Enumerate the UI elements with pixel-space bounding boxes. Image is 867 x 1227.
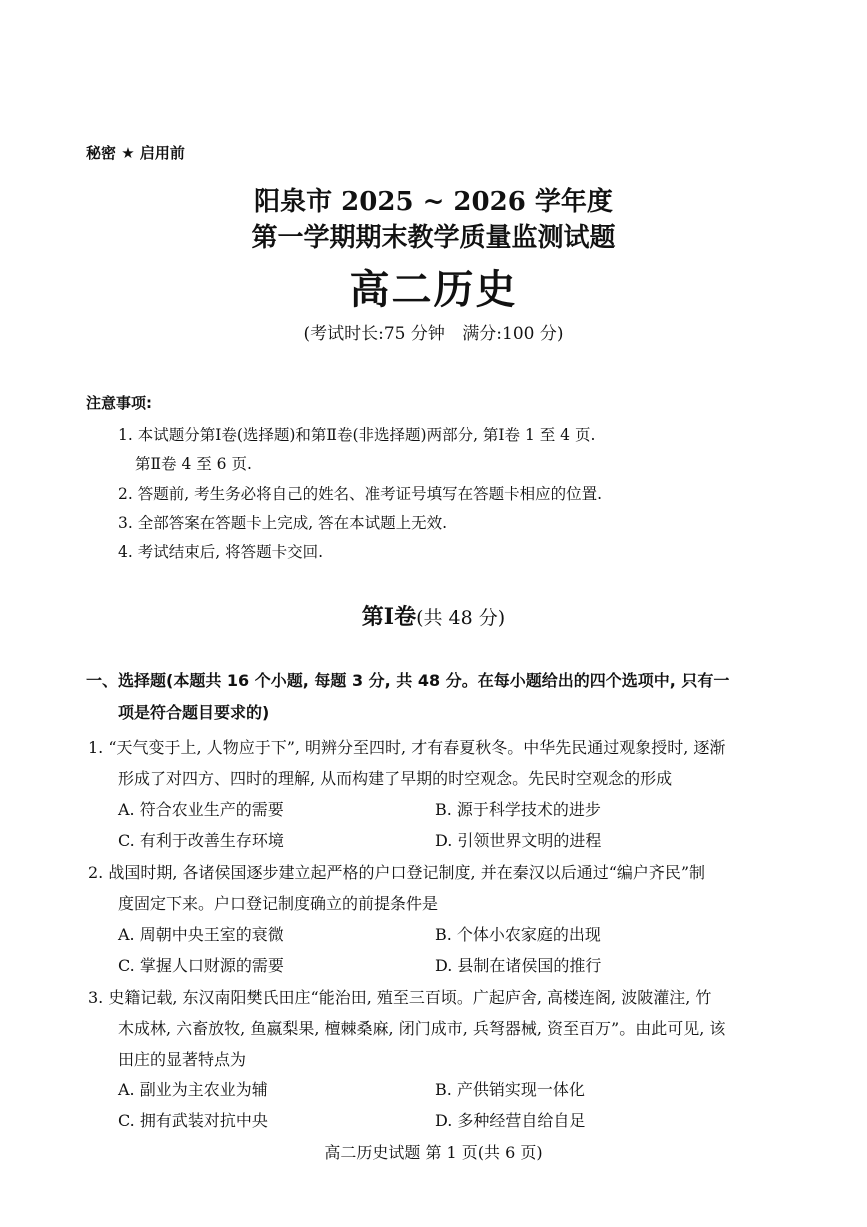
question-3-stem-continued: 木成林, 六畜放牧, 鱼嬴梨果, 檀棘桑麻, 闭门成市, 兵弩器械, 资至百万”。由此可见, 该 <box>118 1019 726 1038</box>
question-3-stem-end: 田庄的显著特点为 <box>118 1050 247 1069</box>
confidential-label: 秘密 ★ 启用前 <box>86 144 185 162</box>
question-3-option-c: C. 拥有武装对抗中央 <box>118 1111 268 1130</box>
question-3-option-a: A. 副业为主农业为辅 <box>118 1080 268 1099</box>
question-3-option-b: B. 产供销实现一体化 <box>435 1080 585 1099</box>
title-line-2: 第一学期期末教学质量监测试题 <box>251 223 616 253</box>
question-2-option-b: B. 个体小农家庭的出现 <box>435 925 601 944</box>
notice-item-4: 4. 考试结束后, 将答题卡交回. <box>118 543 323 561</box>
question-1-option-b: B. 源于科学技术的进步 <box>435 800 601 819</box>
full-score: 满分:100 分) <box>462 324 564 344</box>
notice-item-2: 2. 答题前, 考生务必将自己的姓名、准考证号填写在答题卡相应的位置. <box>118 485 602 503</box>
question-2-option-c: C. 掌握人口财源的需要 <box>118 956 284 975</box>
question-1-stem: 1. “天气变于上, 人物应于下”, 明辨分至四时, 才有春夏秋冬。中华先民通过观象授时, 逐渐 <box>88 738 726 757</box>
question-1-stem-continued: 形成了对四方、四时的理解, 从而构建了早期的时空观念。先民时空观念的形成 <box>118 769 673 788</box>
question-1-option-a: A. 符合农业生产的需要 <box>118 800 284 819</box>
volume-title <box>0 600 867 631</box>
volume-points: (共 48 分) <box>416 607 506 629</box>
question-2-option-a: A. 周朝中央王室的衰微 <box>118 925 284 944</box>
title-line-1: 阳泉市 2025 ~ 2026 学年度 <box>254 187 613 217</box>
section-heading: 一、选择题(本题共 16 个小题, 每题 3 分, 共 48 分。在每小题给出的四个选项中, 只有一 <box>86 671 730 690</box>
exam-info <box>0 319 867 344</box>
question-1-option-d: D. 引领世界文明的进程 <box>435 831 602 850</box>
volume-name: 第Ⅰ卷 <box>361 604 417 630</box>
question-2-stem: 2. 战国时期, 各诸侯国逐步建立起严格的户口登记制度, 并在秦汉以后通过“编户齐民”制 <box>88 863 706 882</box>
subject-title: 高二历史 <box>349 267 518 313</box>
notice-title: 注意事项: <box>86 394 152 412</box>
page-footer: 高二历史试题 第 1 页(共 6 页) <box>324 1143 543 1162</box>
question-2-stem-continued: 度固定下来。户口登记制度确立的前提条件是 <box>118 894 439 913</box>
question-3-option-d: D. 多种经营自给自足 <box>435 1111 586 1130</box>
question-2-option-d: D. 县制在诸侯国的推行 <box>435 956 602 975</box>
notice-item-1-continued: 第Ⅱ卷 4 至 6 页. <box>135 455 252 473</box>
question-3-stem: 3. 史籍记载, 东汉南阳樊氏田庄“能治田, 殖至三百顷。广起庐舍, 高楼连阁, 波陂灌注, 竹 <box>88 988 712 1007</box>
section-heading-continued: 项是符合题目要求的) <box>118 703 270 722</box>
notice-item-3: 3. 全部答案在答题卡上完成, 答在本试题上无效. <box>118 514 447 532</box>
question-1-option-c: C. 有利于改善生存环境 <box>118 831 284 850</box>
exam-duration: (考试时长:75 分钟 <box>303 324 445 344</box>
notice-item-1: 1. 本试题分第Ⅰ卷(选择题)和第Ⅱ卷(非选择题)两部分, 第Ⅰ卷 1 至 4 页. <box>118 426 596 444</box>
